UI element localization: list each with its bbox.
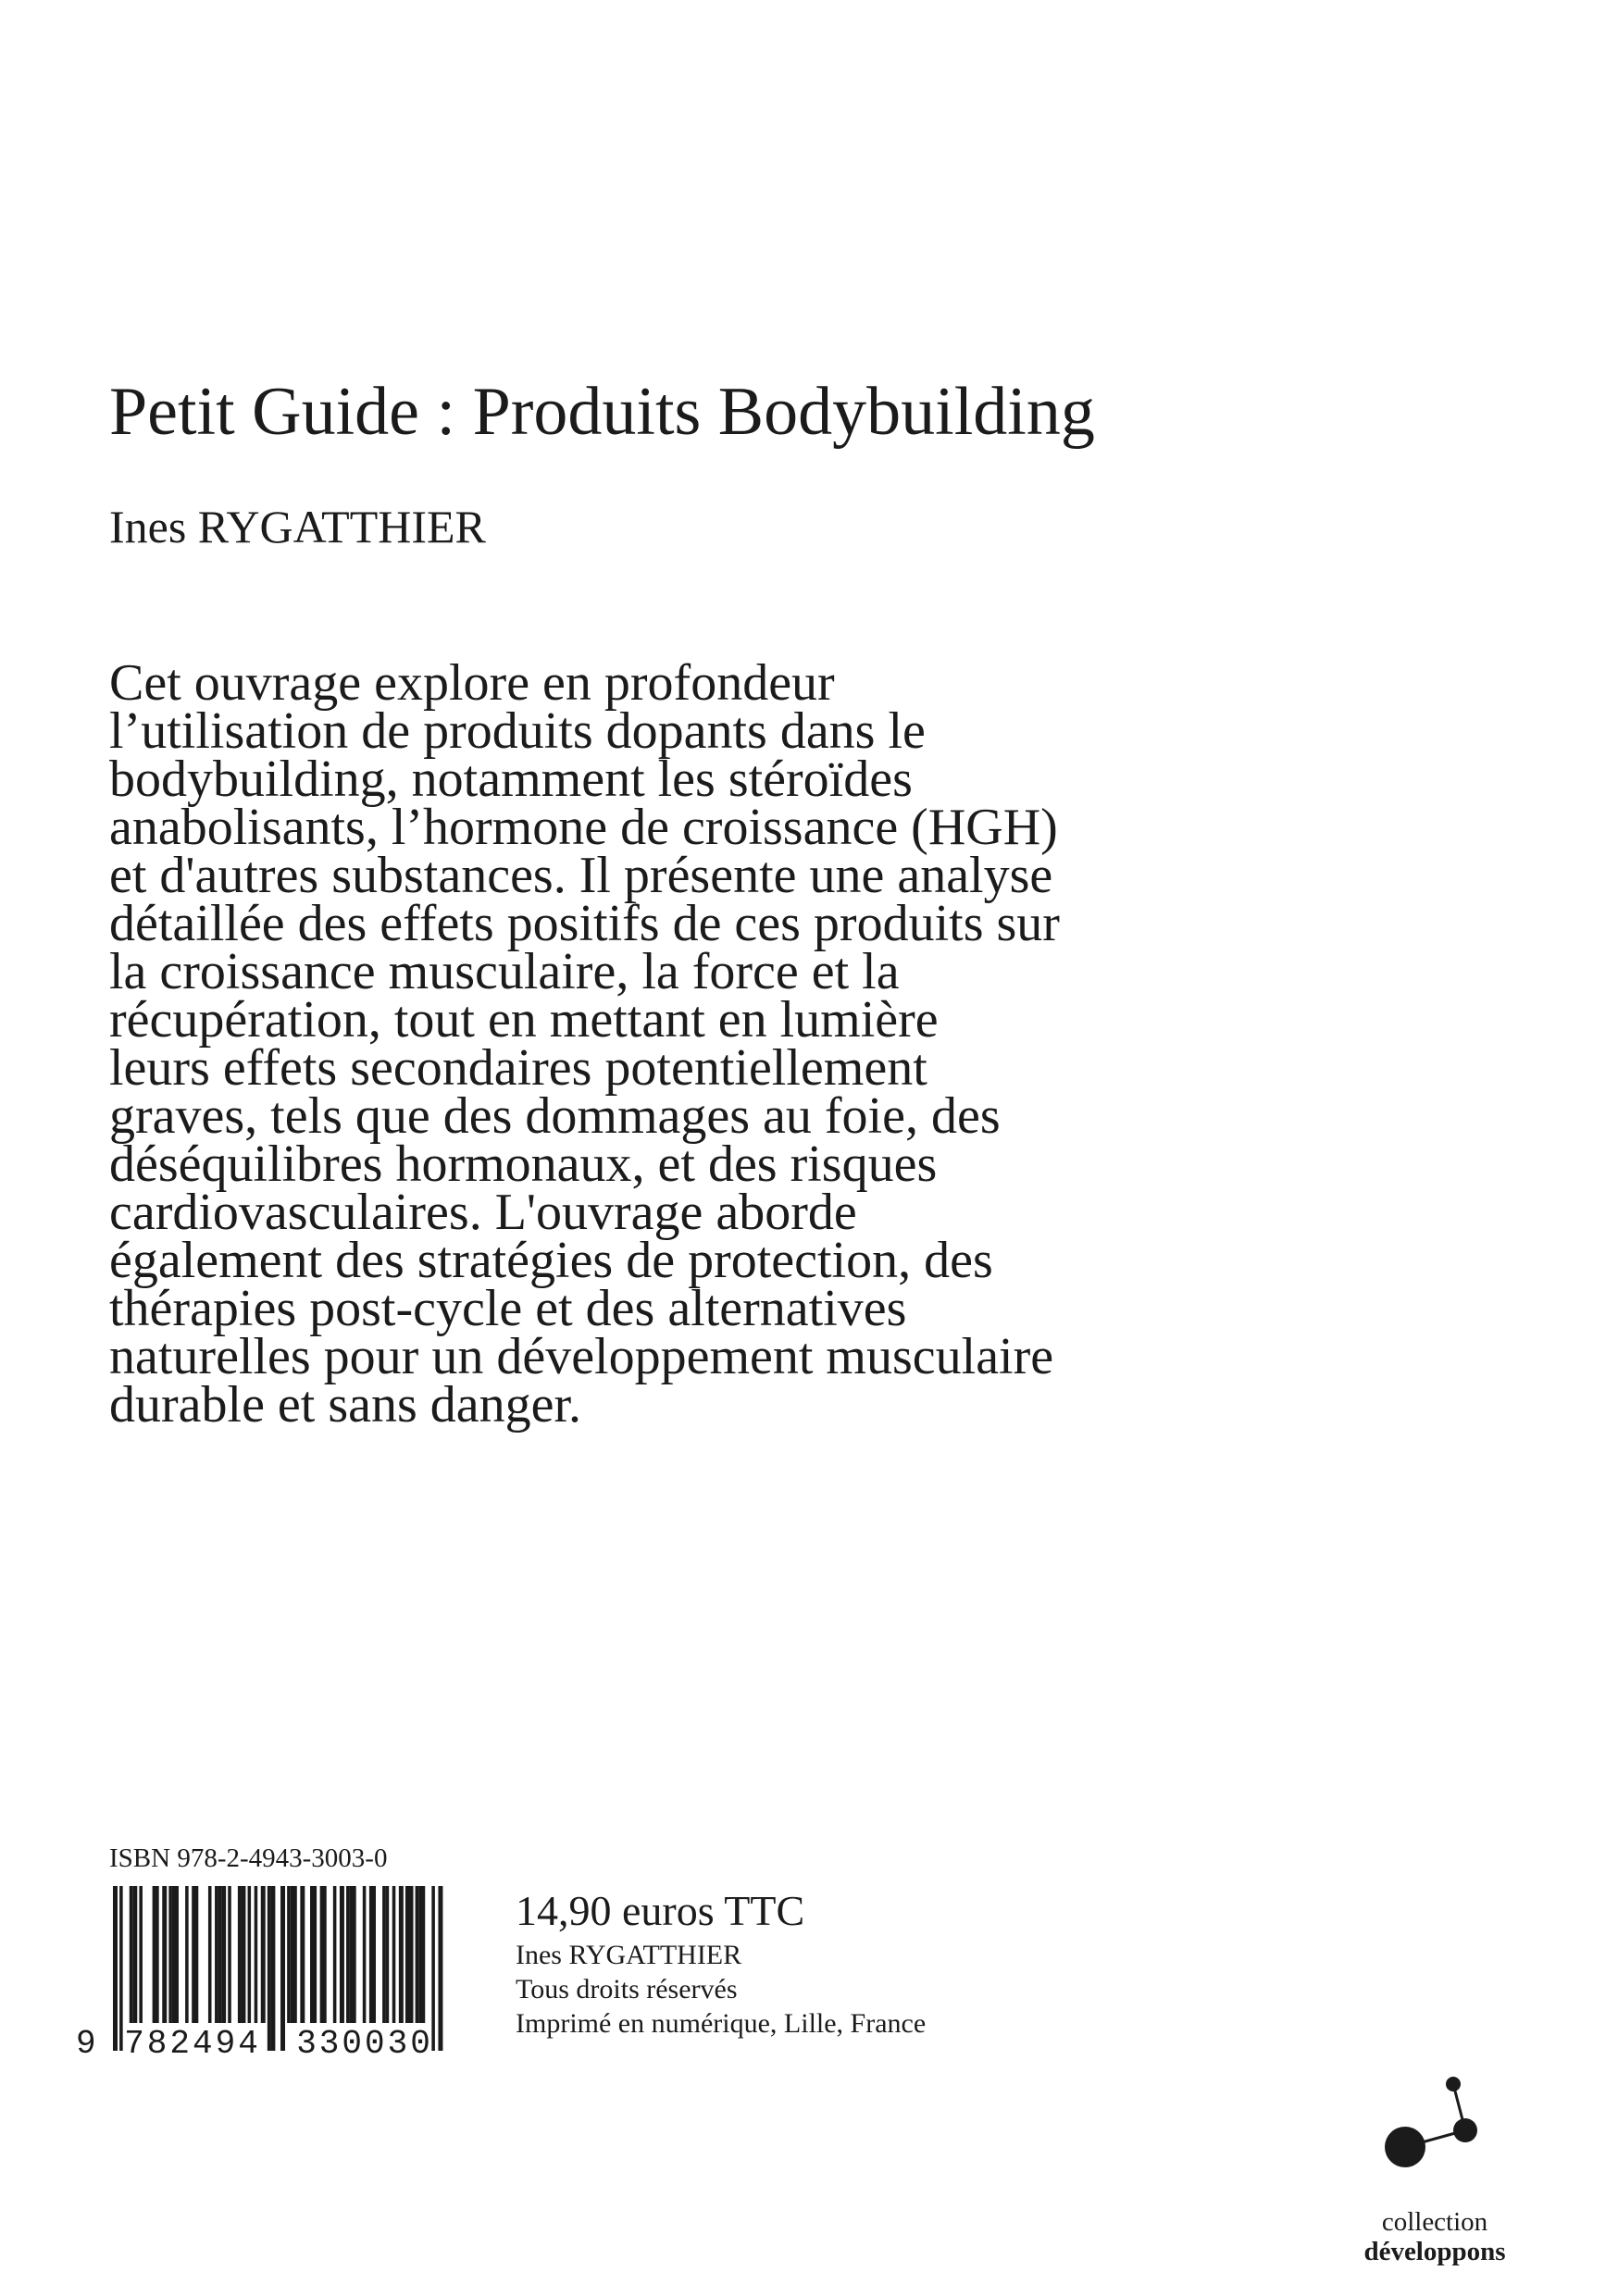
barcode-bar (323, 1886, 327, 2023)
barcode-bar (221, 1886, 226, 2023)
barcode-bar (363, 1886, 367, 2023)
collection-line2: développons (1363, 2237, 1506, 2266)
imprint-printed: Imprimé en numérique, Lille, France (516, 2008, 927, 2039)
description-line: anabolisants, l’hormone de croissance (HGH) (109, 799, 1058, 856)
book-title: Petit Guide : Produits Bodybuilding (109, 374, 1095, 450)
barcode-bar (255, 1886, 258, 2023)
description-line: graves, tels que des dommages au foie, des (109, 1087, 1001, 1145)
barcode-bar (156, 1886, 159, 2023)
barcode-bar (353, 1886, 356, 2023)
barcode-bar (195, 1886, 199, 2023)
barcode-bar (208, 1886, 212, 2023)
price: 14,90 euros TTC (516, 1887, 805, 1934)
barcode-bar (405, 1886, 409, 2023)
imprint-info (516, 1938, 926, 2041)
barcode-first-digit: 9 (76, 2025, 96, 2058)
barcode-digits-left: 782494 (124, 2025, 261, 2058)
barcode-bar (248, 1886, 252, 2023)
barcode-bar (293, 1886, 297, 2023)
barcode-bar (270, 1886, 275, 2051)
barcode-bar (392, 1886, 396, 2023)
book-description (109, 654, 1405, 1433)
description-line: thérapies post-cycle et des alternatives (109, 1280, 907, 1337)
barcode-bar (185, 1886, 189, 2023)
barcode-bar (162, 1886, 167, 2023)
description-line: durable et sans danger. (109, 1376, 582, 1433)
description-line: cardiovasculaires. L'ouvrage aborde (109, 1184, 857, 1241)
barcode-digits-right: 330030 (296, 2025, 433, 2058)
description-line: naturelles pour un développement musculaire (109, 1328, 1054, 1385)
barcode-bar (422, 1886, 426, 2023)
barcode-bar (409, 1886, 414, 2023)
description-line: la croissance musculaire, la force et la (109, 943, 900, 1000)
description-line: leurs effets secondaires potentiellement (109, 1039, 927, 1097)
barcode-bar (287, 1886, 291, 2023)
description-line: bodybuilding, notamment les stéroïdes (109, 751, 913, 808)
collection-line1: collection (1381, 2207, 1488, 2237)
barcode-bar (119, 1886, 123, 2051)
barcode-bar (241, 1886, 245, 2023)
barcode-bar (218, 1886, 222, 2023)
description-line: et d'autres substances. Il présente une analyse (109, 847, 1053, 904)
barcode-bar (346, 1886, 350, 2023)
barcode-bar (113, 1886, 118, 2051)
barcode-bar (399, 1886, 404, 2023)
isbn-barcode (76, 1886, 465, 2058)
description-line: déséquilibres hormonaux, et des risques (109, 1136, 938, 1193)
barcode-bar (215, 1886, 218, 2023)
barcode-bar (340, 1886, 344, 2023)
barcode-bar (386, 1886, 390, 2023)
barcode-bar (416, 1886, 419, 2023)
barcode-bar (130, 1886, 133, 2023)
barcode-bar (238, 1886, 242, 2023)
description-line: l’utilisation de produits dopants dans le (109, 702, 926, 760)
description-line: détaillée des effets positifs de ces produits sur (109, 895, 1060, 952)
barcode-bar (268, 1886, 271, 2051)
imprint-author: Ines RYGATTHIER (516, 1940, 742, 1970)
barcode-bar (228, 1886, 231, 2023)
barcode-bar (175, 1886, 179, 2023)
barcode-bar (382, 1886, 386, 2023)
collection-logo-icon (1377, 2071, 1498, 2191)
barcode-bar (300, 1886, 305, 2023)
barcode-bar (132, 1886, 137, 2023)
barcode-bar (139, 1886, 143, 2023)
book-author: Ines RYGATTHIER (109, 501, 486, 552)
barcode-bar (280, 1886, 285, 2051)
barcode-bar (168, 1886, 172, 2023)
isbn-label: ISBN 978-2-4943-3003-0 (109, 1843, 388, 1873)
description-line: également des stratégies de protection, des (109, 1232, 993, 1289)
barcode-bar (438, 1886, 442, 2051)
barcode-bar (314, 1886, 317, 2023)
barcode-bar (333, 1886, 337, 2023)
collection-name (1296, 2207, 1574, 2266)
description-line: Cet ouvrage explore en profondeur (109, 654, 835, 712)
description-line: récupération, tout en mettant en lumière (109, 991, 939, 1049)
barcode-bar (372, 1886, 376, 2023)
imprint-rights: Tous droits réservés (516, 1974, 738, 2004)
barcode-bar (261, 1886, 266, 2023)
